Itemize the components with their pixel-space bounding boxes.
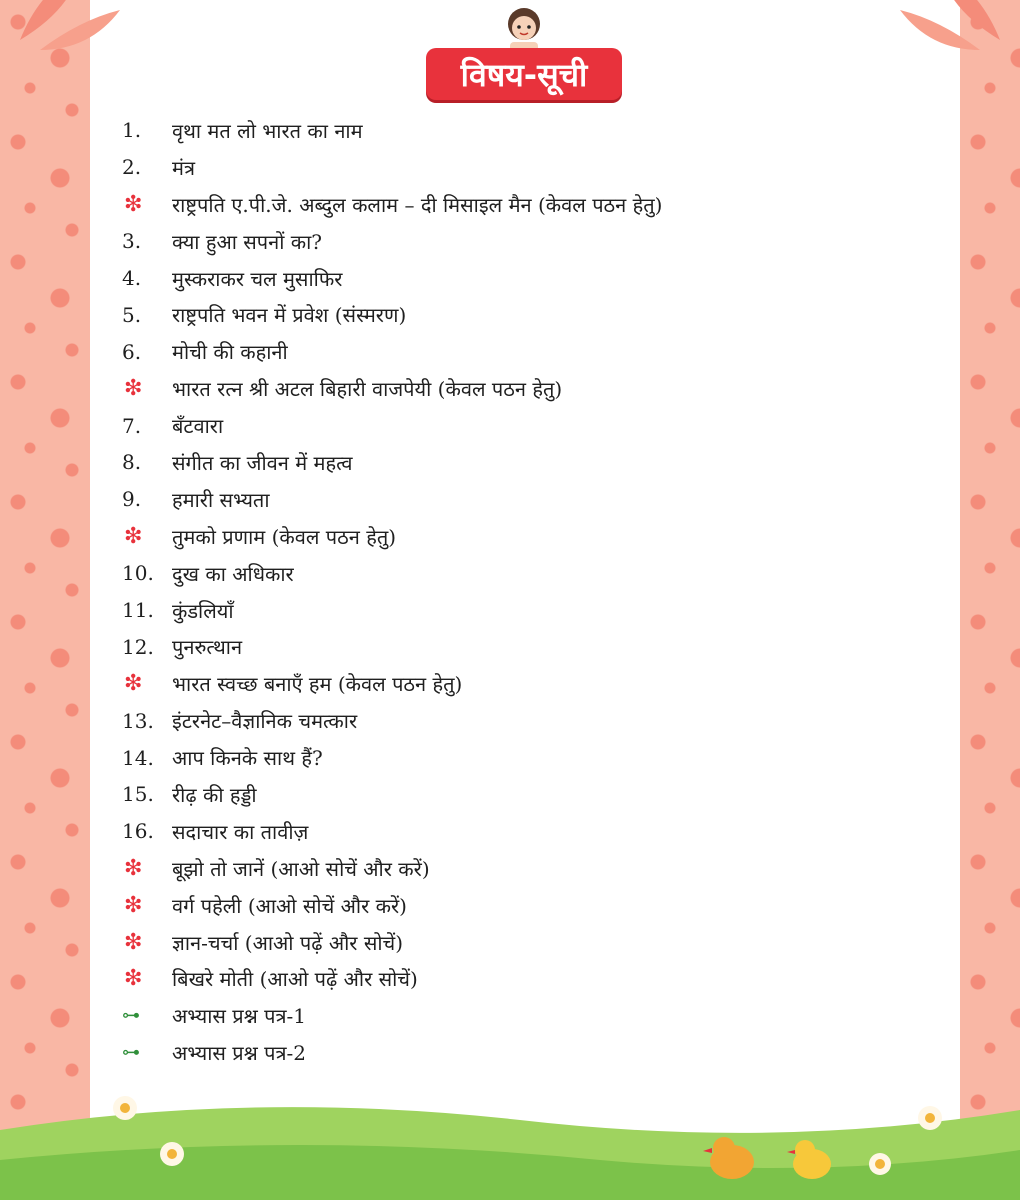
toc-item-number: 9. — [122, 487, 142, 512]
toc-item-title: संगीत का जीवन में महत्व — [172, 450, 353, 475]
star-bullet-icon: ❇ — [124, 966, 143, 992]
toc-item-number: 15. — [122, 782, 154, 807]
page-title-banner — [426, 48, 622, 100]
toc-item-number: 2. — [122, 155, 142, 180]
toc-item — [116, 813, 936, 850]
toc-item-number: 4. — [122, 266, 142, 290]
star-bullet-icon: ❇ — [124, 892, 143, 918]
toc-item-number: 8. — [122, 450, 142, 475]
arrow-bullet-icon: ⊶ — [122, 1042, 140, 1064]
toc-item-title: पुनरुत्थान — [172, 635, 243, 660]
toc-item-title: बिखरे मोती (आओ पढ़ें और सोचें) — [172, 967, 418, 992]
star-bullet-icon: ❇ — [124, 376, 143, 402]
toc-item-number: 10. — [122, 561, 154, 586]
toc-item — [116, 518, 936, 555]
toc-item-title: मंत्र — [172, 155, 195, 180]
toc-item — [116, 887, 936, 924]
toc-item — [116, 149, 936, 186]
toc-item — [116, 296, 936, 333]
toc-item — [116, 997, 936, 1034]
star-bullet-icon: ❇ — [124, 671, 143, 697]
toc-item — [116, 850, 936, 887]
toc-item-title: बँटवारा — [172, 414, 224, 439]
star-bullet-icon: ❇ — [124, 929, 143, 955]
table-of-contents — [116, 112, 936, 1071]
toc-item — [116, 665, 936, 702]
right-decorative-band — [960, 0, 1020, 1200]
toc-item — [116, 112, 936, 149]
toc-item-title: मुस्कराकर चल मुसाफिर — [172, 266, 343, 291]
toc-item — [116, 628, 936, 665]
toc-item — [116, 960, 936, 997]
toc-item-title: भारत रत्न श्री अटल बिहारी वाजपेयी (केवल पठन हेतु) — [172, 377, 563, 402]
toc-item-number: 12. — [122, 634, 154, 659]
toc-item — [116, 370, 936, 407]
toc-item — [116, 924, 936, 961]
toc-item-number: 6. — [122, 339, 142, 364]
toc-item-title: सदाचार का तावीज़ — [172, 819, 309, 844]
star-bullet-icon: ❇ — [124, 191, 143, 217]
girl-mascot-icon — [496, 2, 552, 54]
toc-item-title: हमारी सभ्यता — [172, 487, 270, 512]
toc-item-title: अभ्यास प्रश्न पत्र-2 — [172, 1041, 307, 1066]
toc-item — [116, 1034, 936, 1071]
toc-item-number: 7. — [122, 413, 142, 438]
star-bullet-icon: ❇ — [124, 855, 143, 881]
toc-item-title: आप किनके साथ हैं? — [172, 746, 323, 771]
toc-item-title: रीढ़ की हड्डी — [172, 782, 257, 807]
toc-item — [116, 407, 936, 444]
toc-item-title: ज्ञान-चर्चा (आओ पढ़ें और सोचें) — [172, 930, 404, 955]
toc-item — [116, 776, 936, 813]
toc-item-number: 5. — [122, 302, 142, 327]
toc-item-title: कुंडलियाँ — [172, 598, 234, 623]
toc-item — [116, 260, 936, 297]
arrow-bullet-icon: ⊶ — [122, 1005, 140, 1027]
leaf-icon — [10, 0, 120, 60]
toc-item-title: क्या हुआ सपनों का? — [172, 229, 323, 254]
toc-item — [116, 702, 936, 739]
toc-item-title: राष्ट्रपति ए.पी.जे. अब्दुल कलाम – दी मिसाइल मैन (केवल पठन हेतु) — [172, 192, 663, 217]
toc-item-number: 16. — [122, 819, 154, 844]
toc-item — [116, 333, 936, 370]
toc-item-number: 1. — [122, 118, 142, 143]
toc-item-title: वृथा मत लो भारत का नाम — [172, 118, 363, 143]
leaf-icon — [900, 0, 1010, 60]
toc-item-number: 13. — [122, 708, 154, 733]
toc-item-title: वर्ग पहेली (आओ सोचें और करें) — [172, 893, 407, 918]
toc-item-title: राष्ट्रपति भवन में प्रवेश (संस्मरण) — [172, 303, 407, 328]
toc-item-title: दुख का अधिकार — [172, 561, 294, 586]
toc-item-number: 3. — [122, 229, 142, 254]
toc-item-title: भारत स्वच्छ बनाएँ हम (केवल पठन हेतु) — [172, 672, 463, 697]
left-decorative-band — [0, 0, 90, 1200]
toc-item — [116, 555, 936, 592]
toc-item-number: 11. — [122, 598, 154, 623]
toc-item — [116, 223, 936, 260]
page-title: विषय-सूची — [460, 55, 588, 94]
toc-item-number: 14. — [122, 745, 154, 770]
grass-ground — [0, 1090, 1020, 1200]
toc-item — [116, 739, 936, 776]
toc-item-title: मोची की कहानी — [172, 340, 288, 365]
toc-item-title: तुमको प्रणाम (केवल पठन हेतु) — [172, 524, 397, 549]
toc-item — [116, 186, 936, 223]
toc-item — [116, 592, 936, 629]
toc-item-title: अभ्यास प्रश्न पत्र-1 — [172, 1004, 307, 1029]
star-bullet-icon: ❇ — [124, 523, 143, 549]
toc-item-title: बूझो तो जानें (आओ सोचें और करें) — [172, 856, 430, 881]
toc-item — [116, 444, 936, 481]
toc-item-title: इंटरनेट–वैज्ञानिक चमत्कार — [172, 709, 358, 734]
toc-item — [116, 481, 936, 518]
